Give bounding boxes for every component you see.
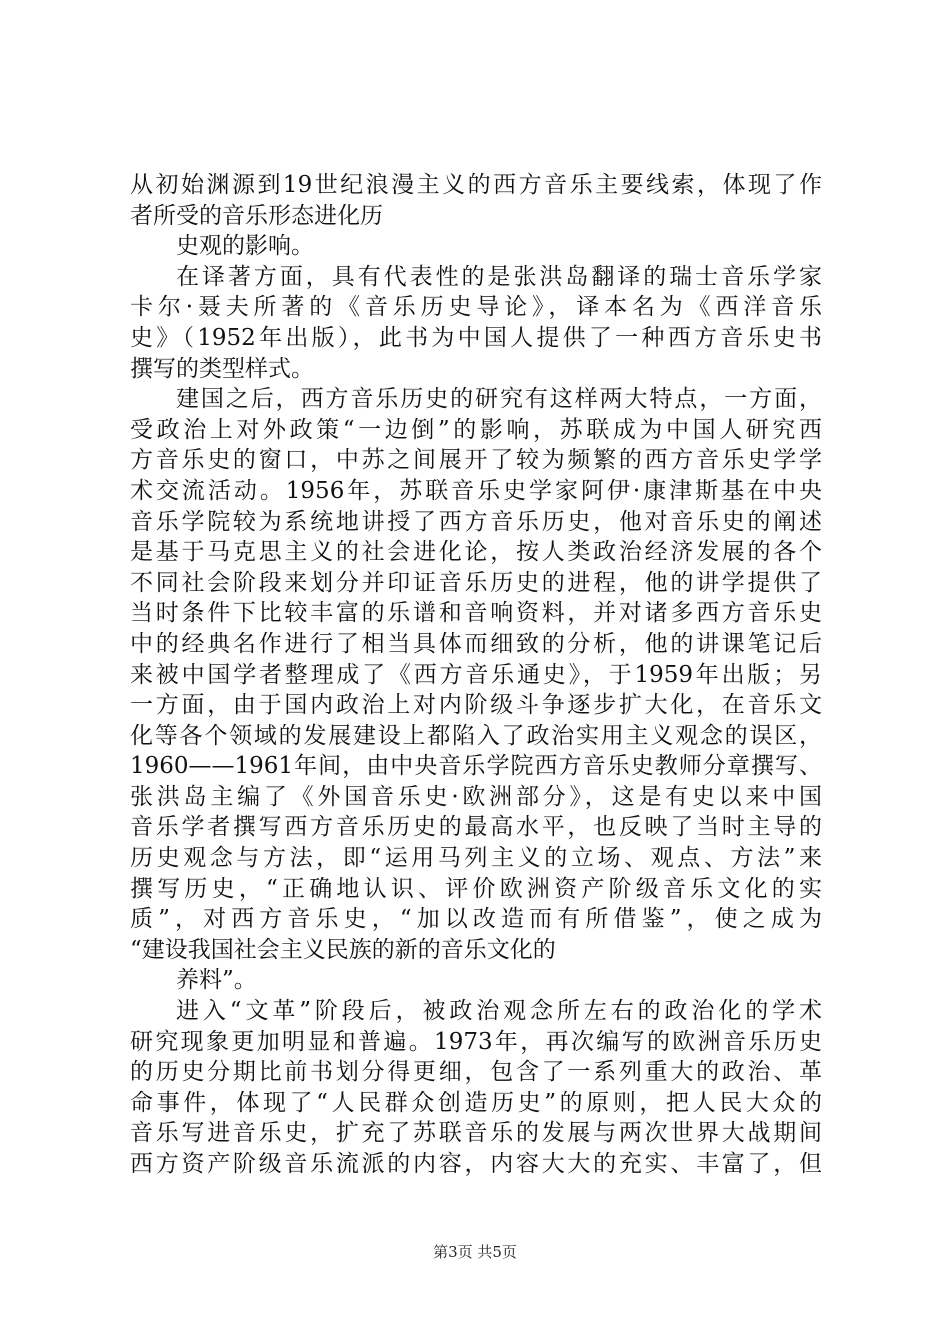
text-line: 研究现象更加明显和普遍。1973年，再次编写的欧洲音乐历史 [130, 1028, 822, 1055]
text-line: 中的经典名作进行了相当具体而细致的分析，他的讲课笔记后 [130, 630, 822, 657]
text-line: 养料”。 [176, 967, 257, 994]
text-line: 受政治上对外政策“一边倒”的影响，苏联成为中国人研究西 [130, 416, 822, 443]
text-line: 化等各个领域的发展建设上都陷入了政治实用主义观念的误区， [130, 722, 822, 749]
text-line: 卡尔·聂夫所著的《音乐历史导论》，译本名为《西洋音乐 [130, 294, 822, 321]
text-line: 命事件，体现了“人民群众创造历史”的原则，把人民大众的 [130, 1089, 822, 1116]
text-line: 当时条件下比较丰富的乐谱和音响资料，并对诸多西方音乐史 [130, 600, 822, 627]
text-line: 音乐学者撰写西方音乐历史的最高水平，也反映了当时主导的 [130, 814, 822, 841]
text-line: 进入“文革”阶段后，被政治观念所左右的政治化的学术 [176, 998, 822, 1025]
text-line: 的历史分期比前书划分得更细，包含了一系列重大的政治、革 [130, 1059, 822, 1086]
text-line: 1960——1961年间，由中央音乐学院西方音乐史教师分章撰写、 [130, 753, 822, 780]
text-line: 西方资产阶级音乐流派的内容，内容大大的充实、丰富了，但 [130, 1151, 822, 1177]
text-line: 在译著方面，具有代表性的是张洪岛翻译的瑞士音乐学家 [176, 263, 822, 290]
text-line: 史观的影响。 [176, 233, 314, 260]
text-line: 方音乐史的窗口，中苏之间展开了较为频繁的西方音乐史学学 [130, 447, 822, 474]
page-footer: 第3页 共5页 [433, 1243, 517, 1261]
text-line: 是基于马克思主义的社会进化论，按人类政治经济发展的各个 [130, 539, 822, 566]
text-line: 从初始渊源到19世纪浪漫主义的西方音乐主要线索，体现了作 [130, 172, 822, 198]
text-line: 张洪岛主编了《外国音乐史·欧洲部分》，这是有史以来中国 [130, 783, 822, 810]
text-line: 撰写的类型样式。 [130, 355, 314, 382]
text-line: 建国之后，西方音乐历史的研究有这样两大特点，一方面， [176, 386, 822, 413]
text-line: 撰写历史，“正确地认识、评价欧洲资产阶级音乐文化的实 [130, 875, 822, 902]
text-line: 历史观念与方法，即“运用马列主义的立场、观点、方法”来 [130, 845, 822, 872]
text-line: 术交流活动。1956年，苏联音乐史学家阿伊·康津斯基在中央 [130, 477, 822, 504]
text-line: 音乐学院较为系统地讲授了西方音乐历史，他对音乐史的阐述 [130, 508, 822, 535]
text-line: 者所受的音乐形态进化历 [130, 202, 383, 229]
text-line: 来被中国学者整理成了《西方音乐通史》，于1959年出版；另 [130, 661, 822, 688]
text-line: 质”，对西方音乐史，“加以改造而有所借鉴”，使之成为 [130, 906, 822, 933]
text-line: 一方面，由于国内政治上对内阶级斗争逐步扩大化，在音乐文 [130, 692, 822, 719]
text-line: 不同社会阶段来划分并印证音乐历史的进程，他的讲学提供了 [130, 569, 822, 596]
body-text [130, 170, 822, 1180]
text-line: 音乐写进音乐史，扩充了苏联音乐的发展与两次世界大战期间 [130, 1120, 822, 1147]
text-line: 史》（1952年出版），此书为中国人提供了一种西方音乐史书 [130, 324, 822, 351]
text-line: “建设我国社会主义民族的新的音乐文化的 [130, 936, 556, 963]
